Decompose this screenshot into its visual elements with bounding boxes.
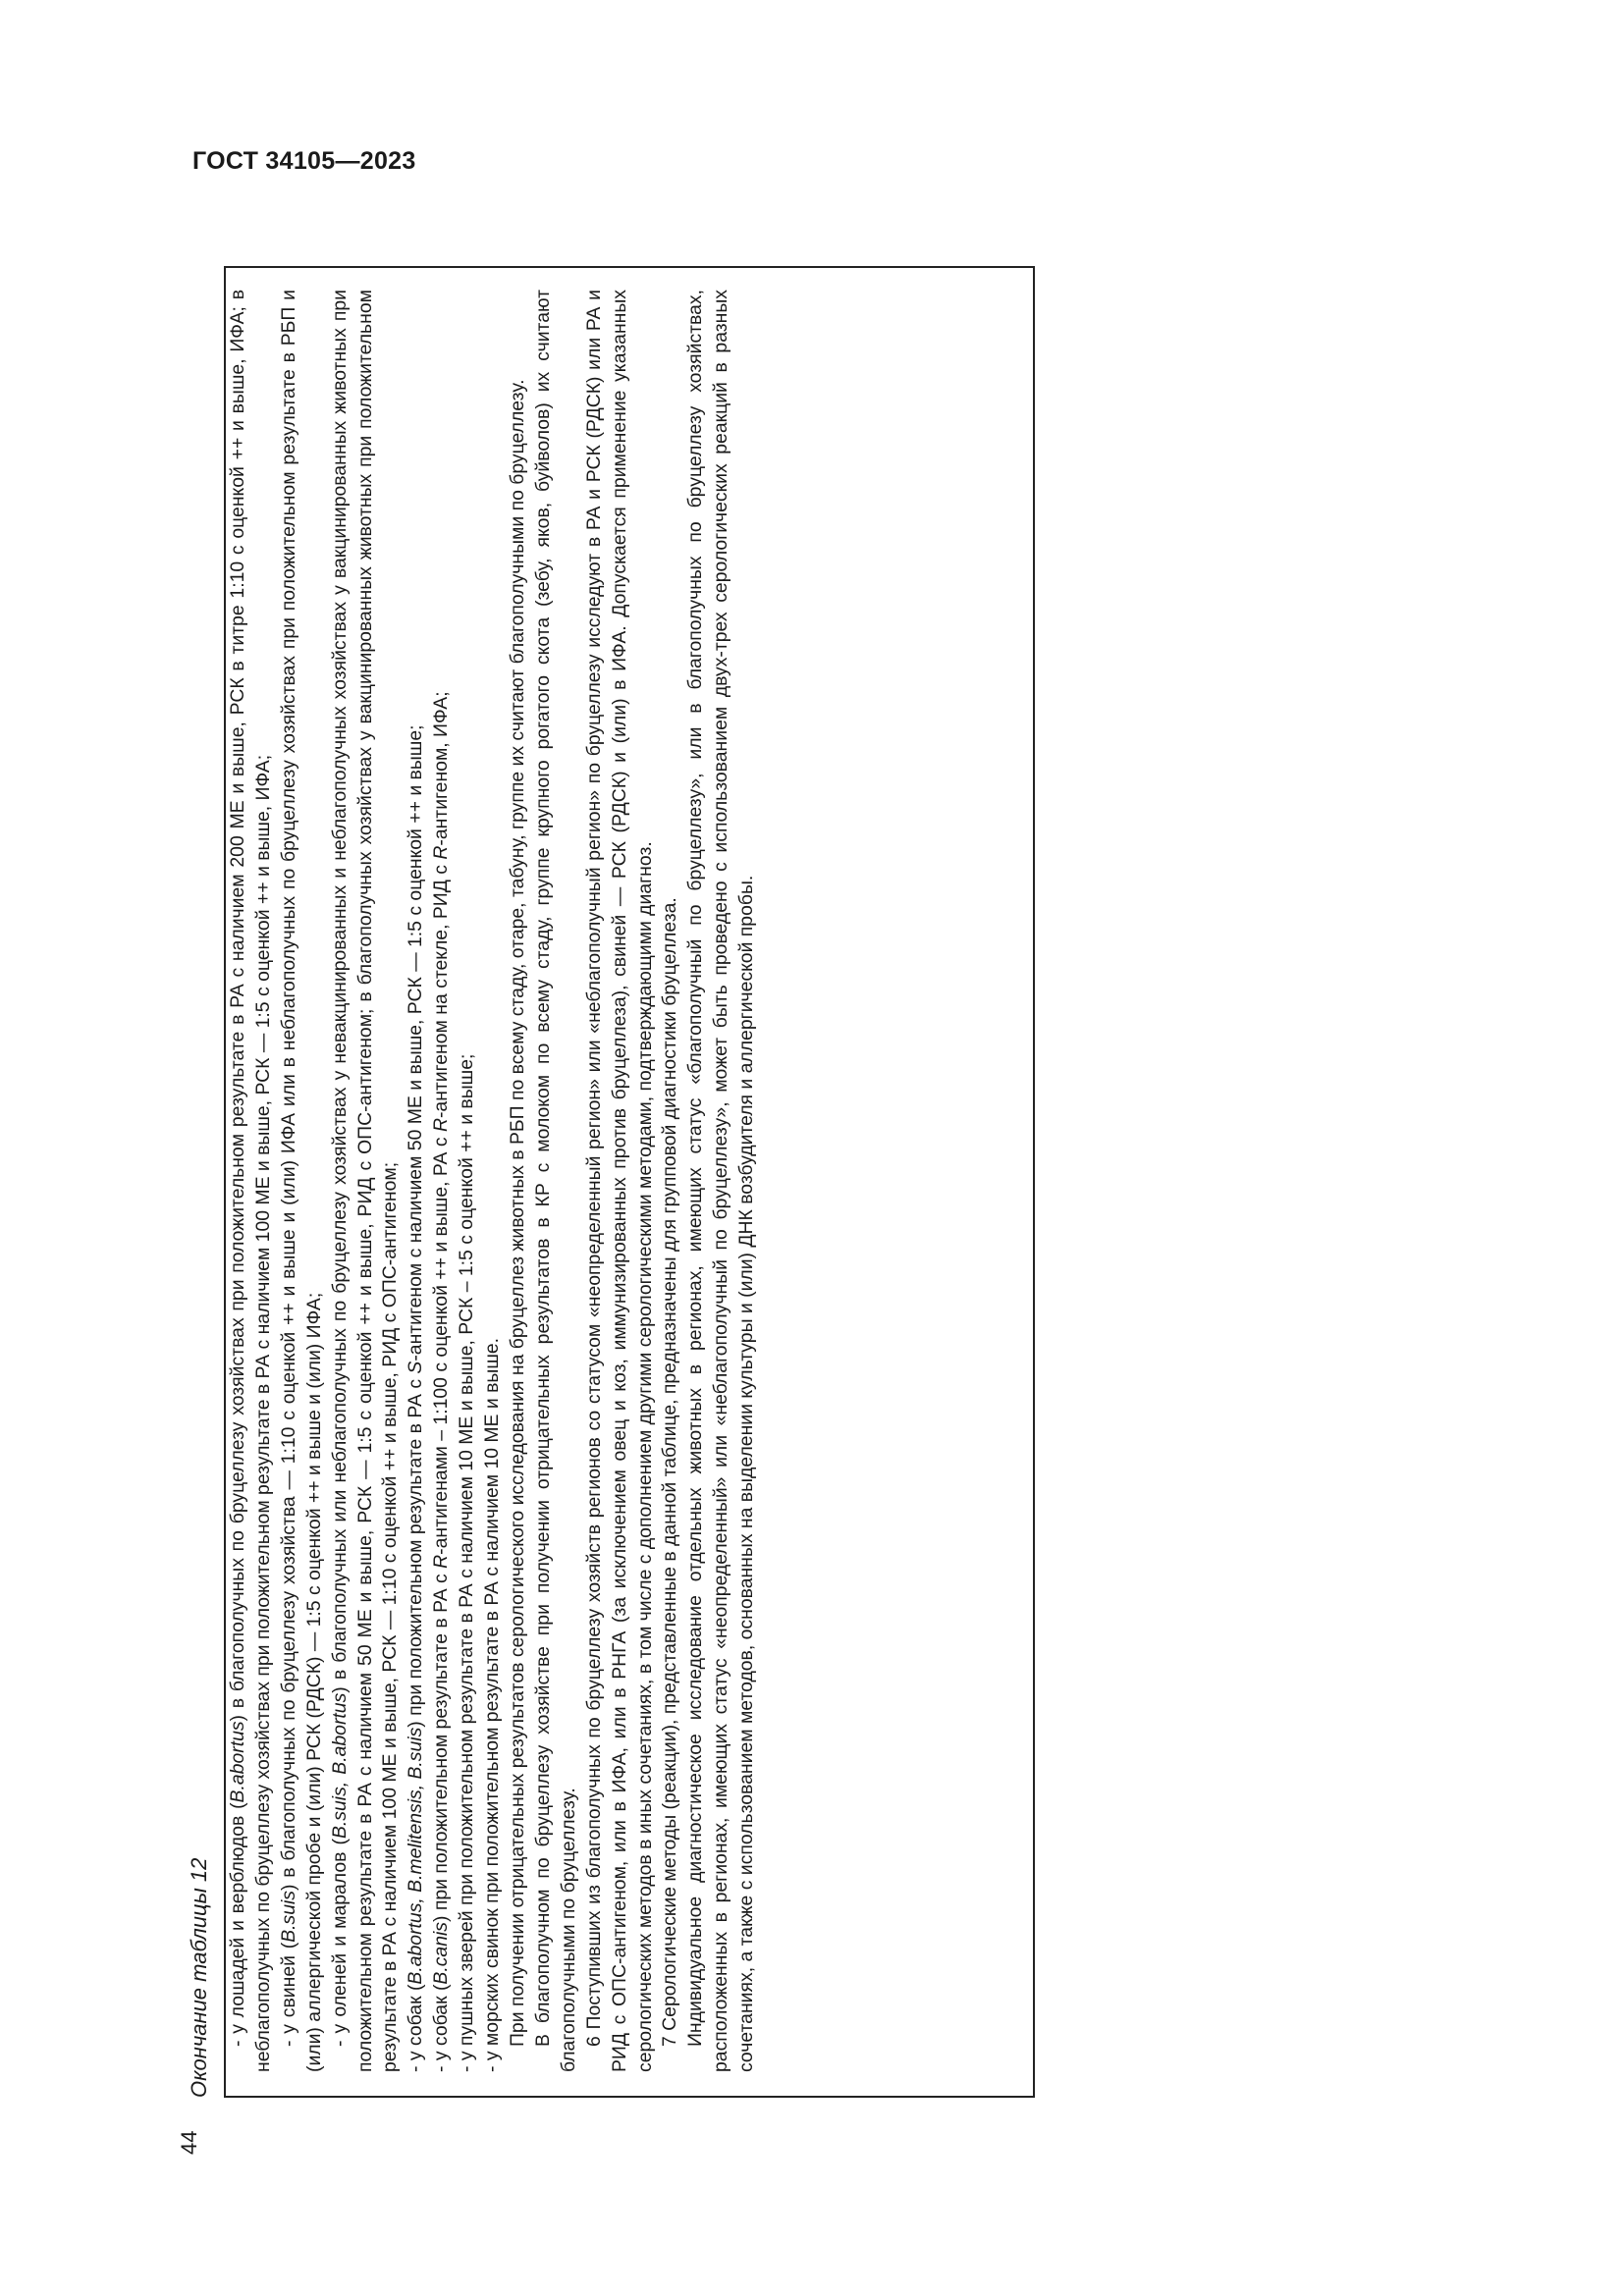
table-paragraph-p3: - у оленей и маралов (B.suis, B.abortus) в благополучных или неблагополучных по бруцеллезу хозяйствах у невакцинированных и неблагополучных хозяйствах у вакцинированных животных при положительном результате в РА с наличием 50 МЕ и выше, РСК — 1:5 с оценкой ++ и выше, РИД с ОПС-антигеном; в благополучных хозяйствах у вакцинированных животных при положительном результате в РА с наличием 100 МЕ и выше, РСК — 1:10 с оценкой ++ и выше, РИД с ОПС-антигеном; [328,290,402,2072]
table-paragraph-p4: - у собак (B.abortus, B.melitensis, B.suis) при положительном результате в РА с S-антигеном с наличием 50 МЕ и выше, РСК — 1:5 с оценкой ++ и выше; [405,724,427,2072]
table-paragraph-p10: 6 Поступивших из благополучных по бруцеллезу хозяйств регионов со статусом «неопределенный регион» или «неблагополучный регион» по бруцеллезу исследуют в РА и РСК (РДСК) или РА и РИД с ОПС-антигеном, или в ИФА, или в РНГА (за исключением овец и коз, иммунизированных против бруцеллеза), свиней — РСК (РДСК) и (или) в ИФА. Допускается применение указанных серологических методов в иных сочетаниях, в том числе с дополнением другими серологическими методами, подтверждающими диагноз. [582,290,656,2072]
table-paragraph-p7: - у морских свинок при положительном результате в РА с наличием 10 МЕ и выше. [481,1337,504,2072]
table-paragraph-p8: При получении отрицательных результатов серологического исследования на бруцеллез животных в РБП по всему стаду, отаре, табуну, группе их считают благополучными по бруцеллезу. [506,379,528,2047]
table-notes [226,290,760,2072]
table-continuation-cell [224,266,1035,2098]
table-paragraph-p1: - у лошадей и верблюдов (B.abortus) в благополучных по бруцеллезу хозяйствах при положительном результате в РА с наличием 200 МЕ и выше, РСК в титре 1:10 с оценкой ++ и выше, ИФА; в неблагополучных по бруцеллезу хозяйствах при положительном результате в РА с наличием 100 МЕ и выше, РСК — 1:5 с оценкой ++ и выше, ИФА; [227,290,274,2072]
document-header: ГОСТ 34105—2023 [192,147,416,175]
table-paragraph-p5: - у собак (B.canis) при положительном результате в РА с R-антигенами – 1:100 с оценкой ++ и выше, РА с R-антигеном на стекле, РИД с R-антигеном, ИФА; [430,691,453,2072]
rotated-content [177,231,1041,2155]
table-caption: Окончание таблицы 12 [187,1857,211,2098]
rotated-page-area [177,231,1041,2155]
table-paragraph-p6: - у пушных зверей при положительном результате в РА с наличием 10 МЕ и выше, РСК – 1:5 с оценкой ++ и выше; [456,1053,478,2072]
table-paragraph-p11: 7 Серологические методы (реакции), представленные в данной таблице, предназначены для групповой диагностики бруцеллеза. [659,897,681,2047]
table-paragraph-p2: - у свиней (B.suis) в благополучных по бруцеллезу хозяйства — 1:10 с оценкой ++ и выше и (или) ИФА или в неблагополучных по бруцеллезу хозяйствах при положительном результате в РБП и (или) аллергической пробе и (или) РСК (РДСК) — 1:5 с оценкой ++ и выше и (или) ИФА; [277,290,325,2072]
table-paragraph-p9: В благополучном по бруцеллезу хозяйстве при получении отрицательных результатов в КР с молоком по всему стаду, группе крупного рогатого скота (зебу, яков, буйволов) их считают благополучными по бруцеллезу. [531,290,579,2072]
table-paragraph-p12: Индивидуальное диагностическое исследование отдельных животных в регионах, имеющих статус «благополучный по бруцеллезу», или в благополучных по бруцеллезу хозяйствах, расположенных в регионах, имеющих статус «неопределенный» или «неблагополучный по бруцеллезу», может быть проведено с использованием двух-трех серологических реакций в разных сочетаниях, а также с использованием методов, основанных на выделении культуры и (или) ДНК возбудителя и аллергической пробы. [684,290,758,2072]
page-number: 44 [177,2130,201,2155]
